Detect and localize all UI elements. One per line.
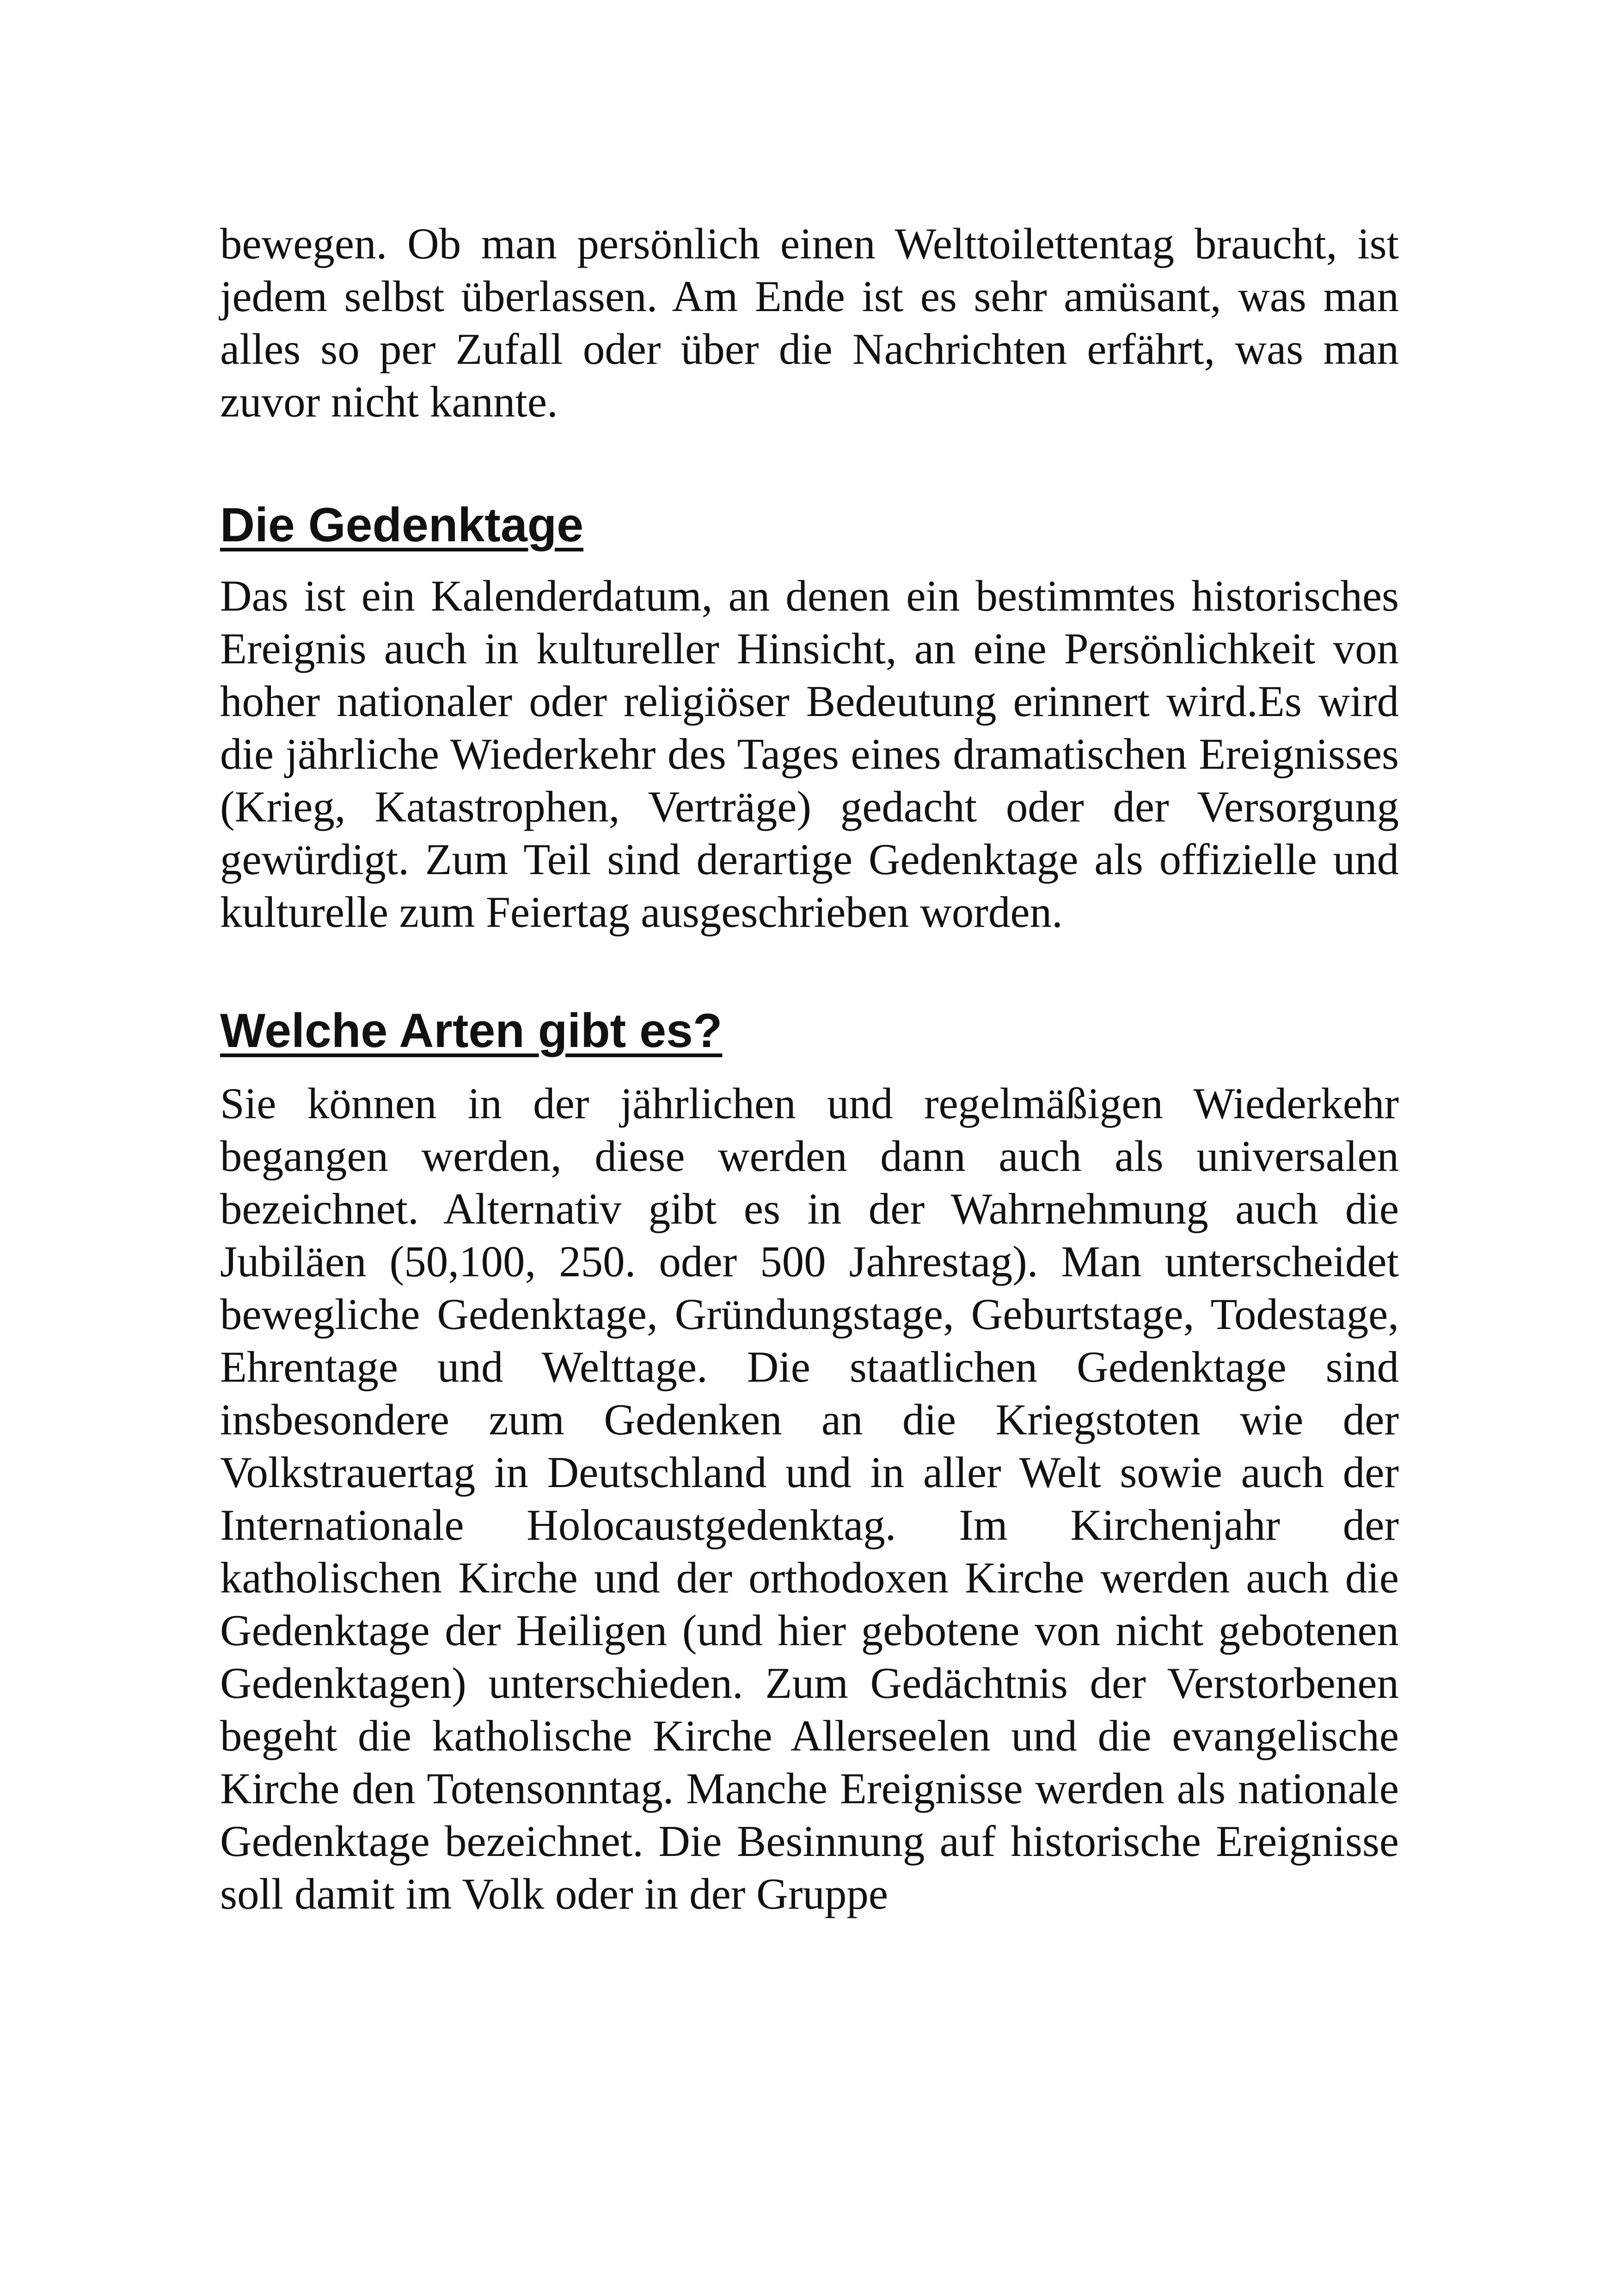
intro-paragraph: bewegen. Ob man persönlich einen Welttoilettentag braucht, ist jedem selbst überlassen. Am Ende ist es sehr amüsant, was man alles so per Zufall oder über die Nachrichten erfährt, was man zuvor nicht kannte. — [220, 219, 1399, 426]
arten-paragraph: Sie können in der jährlichen und regelmäßigen Wiederkehr begangen werden, diese werden dann auch als universalen bezeichnet. Alternativ gibt es in der Wahrnehmung auch die Jubiläen (50,100, 250. oder 500 Jahrestag). Man unterscheidet bewegliche Gedenktage, Gründungstage, Geburtstage, Todestage, Ehrentage und Welttage. Die staatlichen Gedenktage sind insbesondere zum Gedenken an die Kriegstoten wie der Volkstrauertag in Deutschland und in aller Welt sowie auch der Internationale Holocaustgedenktag. Im Kirchenjahr der katholischen Kirche und der orthodoxen Kirche werden auch die Gedenktage der Heiligen (und hier gebotene von nicht gebotenen Gedenktagen) unterschieden. Zum Gedächtnis der Verstorbenen begeht die katholische Kirche Allerseelen und die evangelische Kirche den Totensonntag. Manche Ereignisse werden als nationale Gedenktage bezeichnet. Die Besinnung auf historische Ereignisse soll damit im Volk oder in der Gruppe — [220, 1079, 1399, 1918]
heading-welche-arten: Welche Arten gibt es? — [220, 1004, 723, 1058]
heading-die-gedenktage: Die Gedenktage — [220, 498, 584, 552]
document-body — [220, 217, 1399, 1920]
gedenktage-paragraph: Das ist ein Kalenderdatum, an denen ein bestimmtes historisches Ereignis auch in kultureller Hinsicht, an eine Persönlichkeit von hoher nationaler oder religiöser Bedeutung erinnert wird.Es wird die jährliche Wiederkehr des Tages eines dramatischen Ereignisses (Krieg, Katastrophen, Verträge) gedacht oder der Versorgung gewürdigt. Zum Teil sind derartige Gedenktage als offizielle und kulturelle zum Feiertag ausgeschrieben worden. — [220, 571, 1399, 937]
